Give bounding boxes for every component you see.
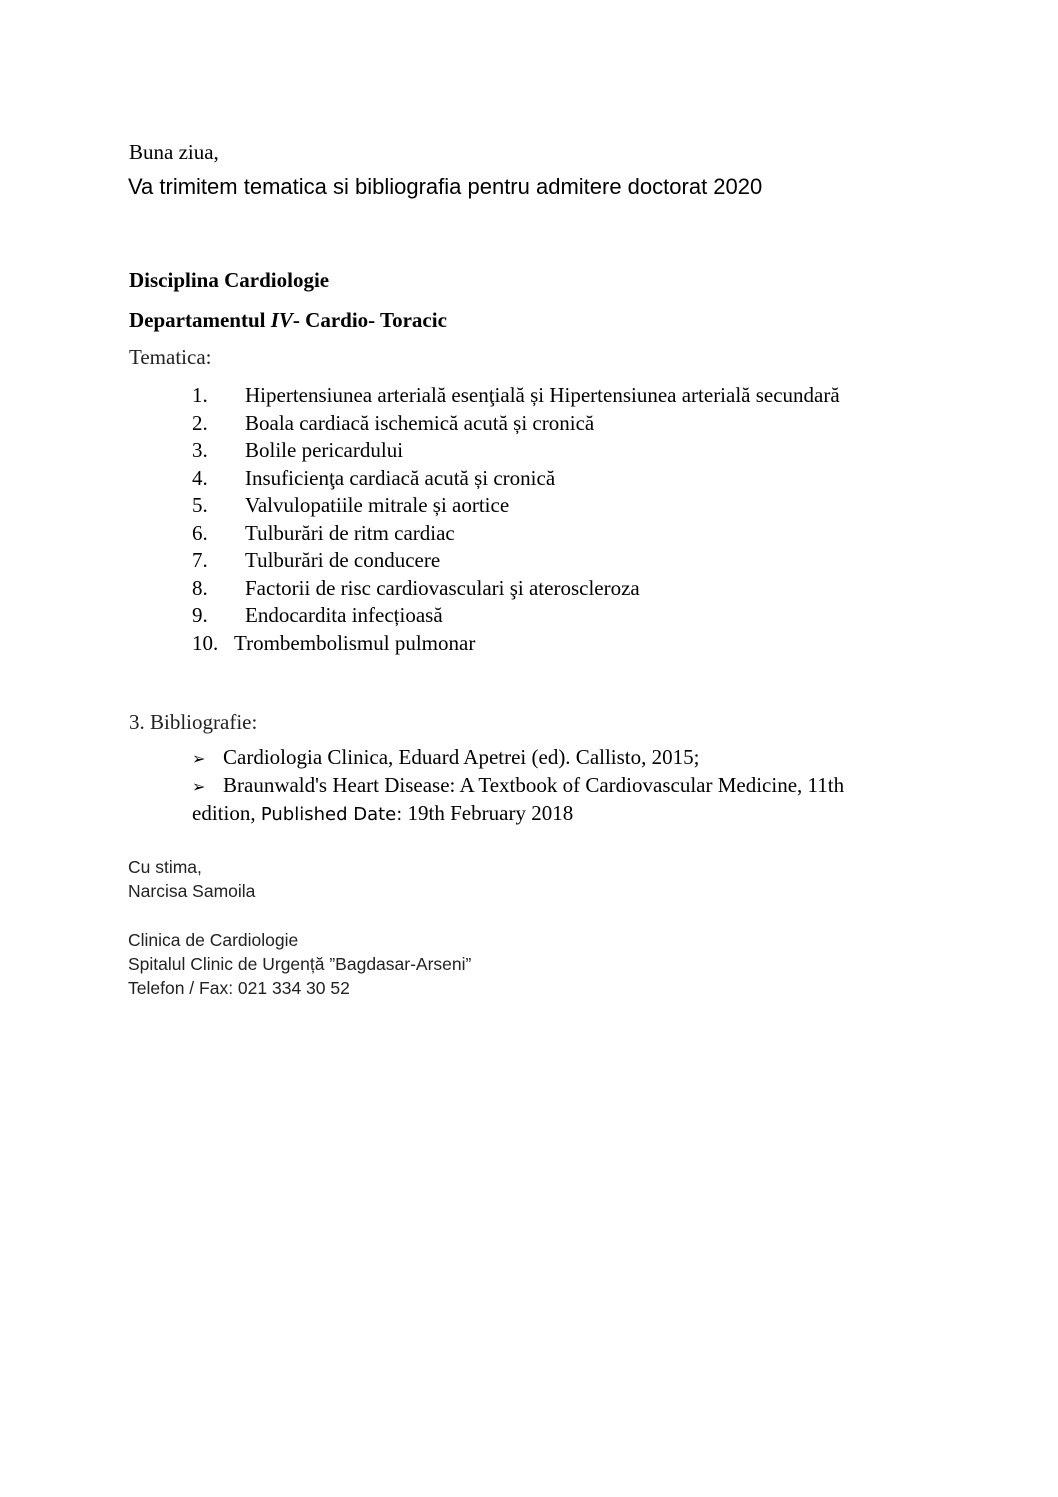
topic-item xyxy=(192,547,840,575)
topic-item xyxy=(192,602,840,630)
arrow-bullet-icon: ➢ xyxy=(192,749,206,768)
bibliography-item-1-text: Cardiologia Clinica, Eduard Apetrei (ed). Callisto, 2015; xyxy=(223,745,700,769)
topics-list xyxy=(192,382,840,657)
topic-number: 4. xyxy=(192,465,208,490)
phone-fax: Telefon / Fax: 021 334 30 52 xyxy=(128,978,350,998)
topic-number: 2. xyxy=(192,410,208,435)
topic-number: 9. xyxy=(192,603,208,627)
bibliography-item-2-text: Braunwald's Heart Disease: A Textbook of Cardiovascular Medicine, 11th xyxy=(223,773,845,797)
topic-text: Insuficienţa cardiacă acută și cronică xyxy=(245,465,556,490)
topic-item xyxy=(192,492,840,520)
discipline-heading: Disciplina Cardiologie xyxy=(129,268,330,292)
topic-text: Bolile pericardului xyxy=(245,438,404,462)
department-heading xyxy=(129,308,447,333)
topic-text: Tulburări de ritm cardiac xyxy=(245,520,455,545)
topic-text: Trombembolismul pulmonar xyxy=(234,630,476,655)
topic-item xyxy=(192,437,840,465)
published-date-value: 19th February 2018 xyxy=(402,801,574,825)
topic-text: Valvulopatiile mitrale și aortice xyxy=(245,493,510,517)
department-suffix: - Cardio- Toracic xyxy=(292,308,447,332)
hospital-name: Spitalul Clinic de Urgență ”Bagdasar-Arseni” xyxy=(128,954,472,974)
topic-item xyxy=(192,410,840,438)
topic-item xyxy=(192,382,840,410)
intro-line: Va trimitem tematica si bibliografia pentru admitere doctorat 2020 xyxy=(128,174,763,199)
department-prefix: Departamentul xyxy=(129,308,271,332)
sender-name: Narcisa Samoila xyxy=(128,881,256,901)
topic-item xyxy=(192,520,840,548)
topic-number: 10. xyxy=(192,630,219,655)
greeting: Buna ziua, xyxy=(129,140,219,164)
bibliography-title: 3. Bibliografie: xyxy=(129,710,258,734)
published-date-label: Published Date: xyxy=(260,804,403,825)
topic-text: Endocardita infecțioasă xyxy=(245,603,443,627)
topic-number: 8. xyxy=(192,575,208,600)
topic-text: Hipertensiunea arterială esenţială și Hipertensiunea arterială secundară xyxy=(245,383,840,407)
bibliography-item-1 xyxy=(192,745,699,770)
topic-number: 5. xyxy=(192,493,208,517)
edition-text: edition, xyxy=(192,801,261,825)
topic-number: 1. xyxy=(192,383,208,407)
department-roman: IV xyxy=(270,308,293,332)
topic-item xyxy=(192,465,840,493)
clinic-name: Clinica de Cardiologie xyxy=(128,930,299,950)
arrow-bullet-icon: ➢ xyxy=(192,777,206,796)
topic-number: 3. xyxy=(192,438,208,462)
topic-text: Factorii de risc cardiovasculari şi ateroscleroza xyxy=(245,575,640,600)
bibliography-item-2 xyxy=(192,773,844,798)
bibliography-item-2-continuation xyxy=(192,801,573,826)
topic-item xyxy=(192,575,840,603)
topic-text: Boala cardiacă ischemică acută și cronică xyxy=(245,410,595,435)
topic-number: 6. xyxy=(192,520,208,545)
topic-text: Tulburări de conducere xyxy=(245,548,441,572)
topic-number: 7. xyxy=(192,548,208,572)
closing-line: Cu stima, xyxy=(128,857,202,877)
tematica-label: Tematica: xyxy=(129,345,212,369)
topic-item xyxy=(192,630,840,658)
